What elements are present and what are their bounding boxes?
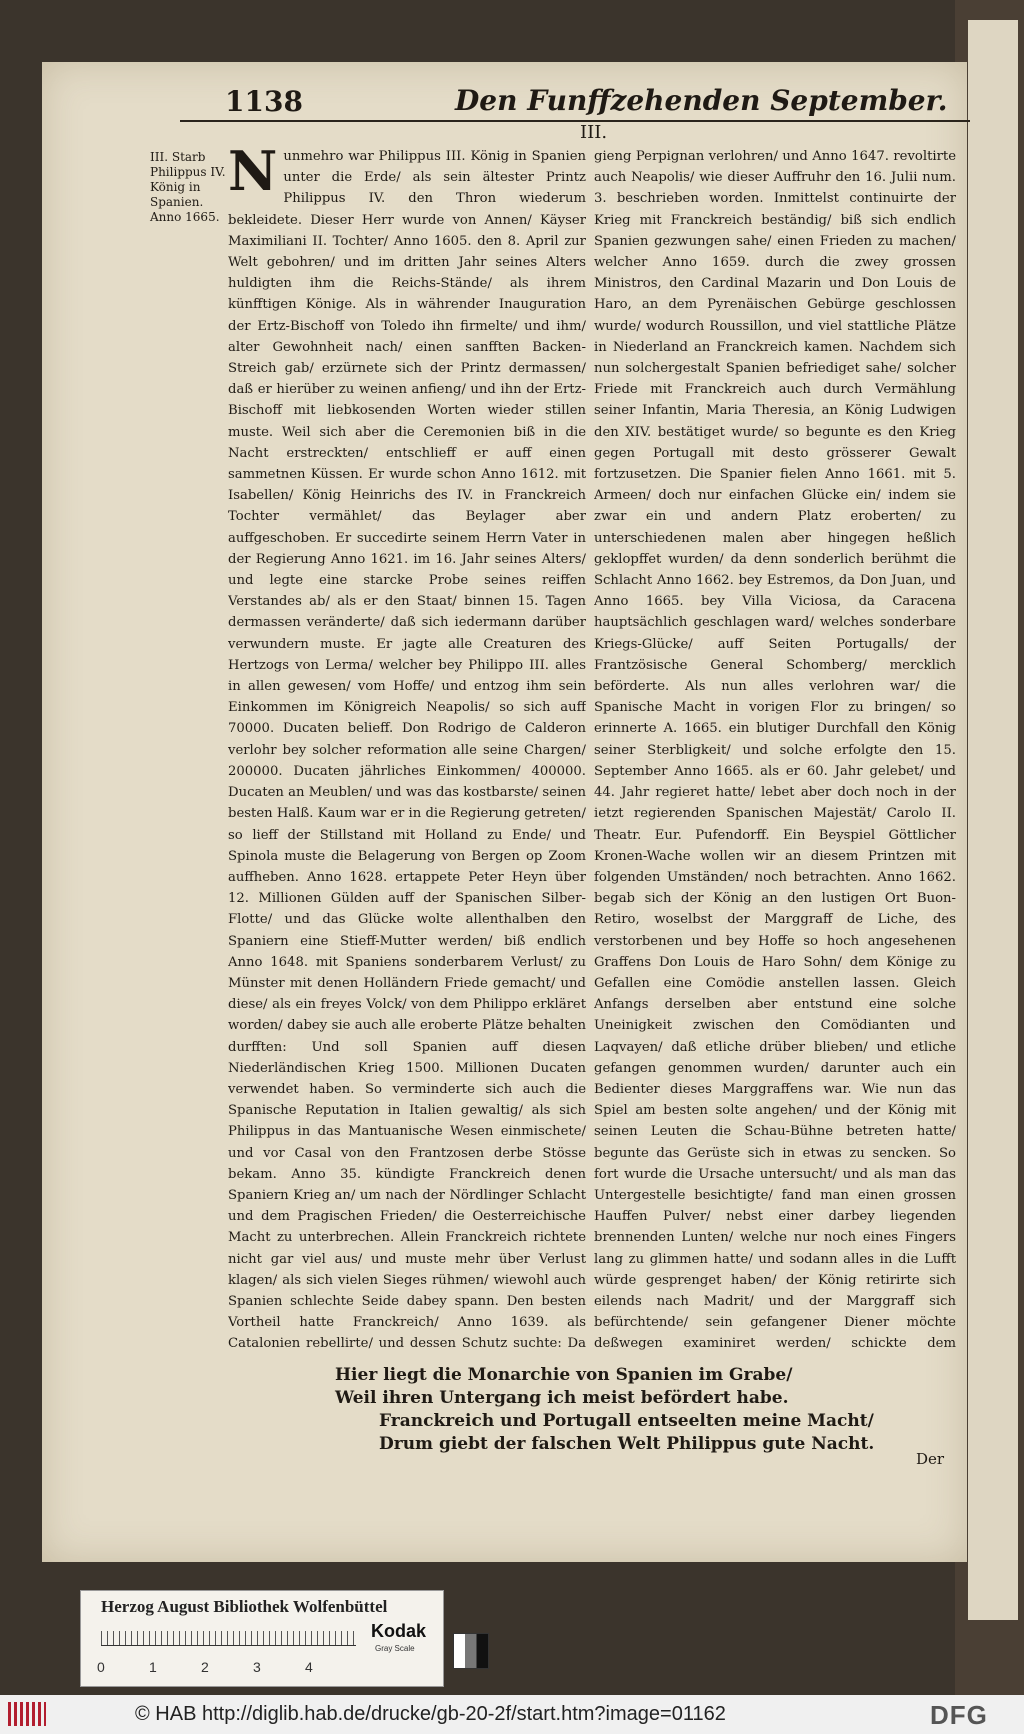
text-column-left — [228, 146, 586, 1350]
gray-swatch — [453, 1633, 489, 1669]
margin-note: III. Starb Philippus IV. König in Spanien. Anno 1665. — [150, 150, 226, 224]
facing-page-strip — [968, 20, 1018, 1620]
section-number: III. — [580, 122, 608, 143]
column-text-left: unmehro war Philippus III. König in Spanien unter die Erde/ als sein ältester Printz Philippus IV. den Thron wiederum bekleidete. Dieser Herr wurde von Annen/ Käyser Maximiliani II. Tochter/ Anno 1605. den 8. April zur Welt gebohren/ und im dritten Jahr seines Alters huldigten ihm die Reichs-Stände/ als ihrem künfftigen Könige. Als in währender Inauguration der Ertz-Bischoff von Toledo ihn firmelte/ und ihm/ alter Gewohnheit nach/ einen sanfften Backen-Streich gab/ erzürnete sich der Printz dermassen/ daß er hierüber zu weinen anfieng/ und ihn der Ertz-Bischoff mit liebkosenden Worten wieder stillen muste. Weil sich aber die Ceremonien biß in die Nacht erstreckten/ entschlieff er auff einen sammetnen Küssen. Er wurde schon Anno 1612. mit Isabellen/ König Heinrichs des IV. in Franckreich Tochter vermählet/ das Beylager aber auffgeschoben. Er succedirte seinem Herrn Vater in der Regierung Anno 1621. im 16. Jahr seines Alters/ und legte eine starcke Probe seines reiffen Verstandes ab/ als er den Staat/ binnen 15. Tagen dermassen veränderte/ daß sich iedermann darüber verwundern muste. Er jagte alle Creaturen des Hertzogs von Lerma/ welcher bey Philippo III. alles in allen gewesen/ vom Hoffe/ und entzog ihm sein Einkommen im Königreich Neapolis/ so sich auff 70000. Ducaten belieff. Don Rodrigo de Calderon verlohr bey solcher reformation alle seine Chargen/ 200000. Ducaten jährliches Einkommen/ 400000. Ducaten an Meublen/ und was das kostbarste/ seinen besten Halß. Kaum war er in die Regierung getreten/ so lieff der Stillstand mit Holland zu Ende/ und Spinola muste die Belagerung von Bergen op Zoom auffheben. Anno 1628. ertappete Peter Heyn über 12. Millionen Gülden auff der Spanischen Silber-Flotte/ und das Glücke wolte allenthalben den Spaniern eine Stieff-Mutter werden/ biß endlich Anno 1648. mit Spaniens sonderbarem Verlust/ zu Münster mit denen Holländern Friede gemacht/ und diese/ als ein freyes Volck/ von dem Philippo erkläret worden/ dabey sie auch alle eroberte Plätze behalten durfften: Und soll Spanien auff diesen Niederländischen Krieg 1500. Millionen Ducaten verwendet haben. So verminderte sich auch die Spanische Reputation in Italien gewaltig/ als sich Philippus in das Mantuanische Wesen einmischete/ und vor Casal von den Frantzosen derbe Stösse bekam. Anno 35. kündigte Franckreich denen Spaniern Krieg an/ um nach der Nördlinger Schlacht und dem Pragischen Frieden/ die Oesterreichische Macht zu unterbrechen. Allein Franckreich richtete nicht gar viel aus/ und muste mehr über Verlust klagen/ als sich vielen Sieges rühmen/ wiewohl auch Spanien schlechte Seide dabey spann. Den besten Vortheil hatte Franckreich/ Anno 1639. als Catalonien rebellirte/ und dessen Schutz suchte: Da — [228, 149, 586, 1350]
verse-line: Drum giebt der falschen Welt Philippus gute Nacht. — [379, 1434, 875, 1454]
tick-label: 1 — [149, 1659, 157, 1675]
ruler-ticks — [97, 1659, 367, 1675]
catchword: Der — [916, 1450, 945, 1468]
verse-line: Hier liegt die Monarchie von Spanien im Grabe/ — [335, 1365, 793, 1385]
ruler-scale — [101, 1631, 356, 1646]
column-text-right: gieng Perpignan verlohren/ und Anno 1647. revoltirte auch Neapolis/ wie dieser Auffruhr den 16. Julii num. 3. beschrieben worden. Inmittelst continuirte der Krieg mit Franckreich beständig/ biß sich endlich Spanien gezwungen sahe/ einen Frieden zu machen/ welcher Anno 1659. durch die zwey grossen Ministros, den Cardinal Mazarin und Don Louis de Haro, an dem Pyrenäischen Gebürge geschlossen wurde/ wodurch Roussillon, und viel stattliche Plätze in Niederland an Franckreich kamen. Nachdem sich nun solchergestalt Spanien befriediget sahe/ solcher Friede mit Franckreich auch durch Vermählung seiner Infantin, Maria Theresia, an König Ludwigen den XIV. bestätiget wurde/ so begunte es den Krieg gegen Portugall mit desto grösserer Gewalt fortzusetzen. Die Spanier fielen Anno 1661. mit 5. Armeen/ doch nur einfachen Glücke ein/ indem sie zwar ein und andern Platz eroberten/ zu unterschiedenen malen aber hingegen heßlich geklopffet wurden/ da denn sonderlich berühmt die Schlacht Anno 1662. bey Estremos, da Don Juan, und Anno 1665. bey Villa Viciosa, da Caracena hauptsächlich geschlagen ward/ welches sonderbare Kriegs-Glücke/ auff Seiten Portugalls/ der Frantzösische General Schomberg/ mercklich beförderte. Als nun alles verlohren war/ die Spanische Macht in vorigen Flor zu bringen/ so erinnerte A. 1665. ein blutiger Durchfall den König seiner Sterbligkeit/ und solche erfolgte den 15. September Anno 1665. als er 60. Jahr gelebet/ und 44. Jahr regieret hatte/ lebet aber doch noch in der ietzt regierenden Spanischen Majestät/ Carolo II. Theatr. Eur. Pufendorff. Ein Beyspiel Göttlicher Kronen-Wache wollen wir an diesem Printzen mit folgenden Umständen/ noch betrachten. Anno 1662. begab sich der König an den lustigen Ort Buon-Retiro, woselbst der Marggraff de Liche, des verstorbenen und bey Hoffe so hoch angesehenen Graffens Don Louis de Haro Sohn/ dem Könige zu Gefallen eine Comödie anstellen lassen. Gleich Anfangs derselben aber entstund eine solche Uneinigkeit zwischen den Comödianten und Laqvayen/ daß etliche drüber blieben/ und etliche gefangen genommen wurden/ darunter auch ein Bedienter dieses Marggraffens war. Wie nun das Spiel am besten solte angehen/ und der König mit seinen Leuten die Schau-Bühne betreten hatte/ begunte das Gerüste sich in etwas zu sencken. So fort wurde die Ursache untersucht/ und als man das Untergestelle besichtigte/ fand man einen grossen Hauffen Pulver/ nebst einer darbey liegenden brennenden Lunten/ welche nur noch eines Fingers lang zu glimmen hatte/ und sodann alles in die Lufft würde gesprenget haben/ der König retirirte sich eilends nach Madrit/ und der Marggraff sich befürchtende/ sein gefangener Diener möchte deßwegen examiniret werden/ schickte dem — [594, 149, 956, 1350]
tick-label: 2 — [201, 1659, 209, 1675]
library-name: Herzog August Bibliothek Wolfenbüttel — [101, 1597, 388, 1616]
verse-line: Weil ihren Untergang ich meist befördert habe. — [335, 1388, 789, 1408]
drop-cap: N — [228, 146, 278, 203]
color-calibration-card — [80, 1590, 444, 1687]
text-column-right — [594, 146, 956, 1350]
tick-label: 0 — [97, 1659, 105, 1675]
dfg-logo: DFG — [930, 1700, 988, 1730]
viewer-footer — [0, 1695, 1024, 1734]
verse-line: Franckreich und Portugall entseelten meine Macht/ — [379, 1411, 874, 1431]
page-title: Den Funffzehenden September. — [455, 84, 948, 117]
page-number: 1138 — [225, 85, 303, 118]
tick-label: 4 — [305, 1659, 313, 1675]
epitaph-verse — [335, 1364, 875, 1456]
tick-label: 3 — [253, 1659, 261, 1675]
hab-logo-icon — [8, 1702, 46, 1726]
gray-scale-label: Gray Scale — [375, 1644, 415, 1653]
source-link[interactable]: © HAB http://diglib.hab.de/drucke/gb-20-2f/start.htm?image=01162 — [135, 1703, 726, 1725]
kodak-logo: Kodak — [371, 1621, 427, 1641]
